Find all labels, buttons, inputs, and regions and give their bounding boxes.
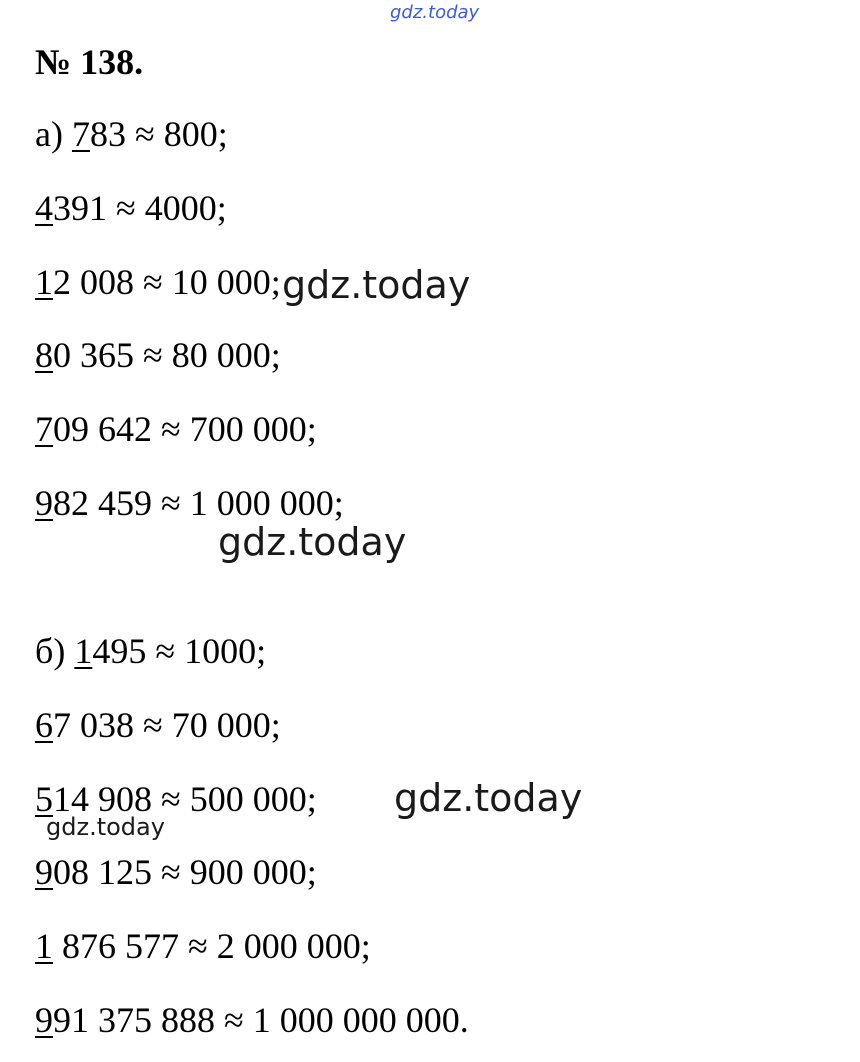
watermark-1: gdz.today [282, 263, 471, 307]
watermark-3: gdz.today [394, 776, 583, 820]
rounding-digit: 1 [35, 926, 53, 966]
rounding-digit: 7 [35, 409, 53, 449]
rounding-digit: 8 [35, 335, 53, 375]
equation-b4 [35, 854, 317, 890]
equation-a6 [35, 485, 344, 521]
equation-a4 [35, 337, 281, 373]
equation-text: 83 ≈ 800; [89, 114, 228, 154]
equation-a3 [35, 264, 281, 300]
equation-b1 [35, 633, 266, 669]
equation-b2 [35, 707, 281, 743]
part-b-label: б) [35, 631, 75, 671]
equation-text: 7 038 ≈ 70 000; [53, 705, 281, 745]
rounding-digit: 1 [35, 262, 53, 302]
equation-text: 09 642 ≈ 700 000; [53, 409, 317, 449]
rounding-digit: 6 [35, 705, 53, 745]
equation-b6 [35, 1002, 469, 1038]
equation-text: 495 ≈ 1000; [92, 631, 267, 671]
equation-text: 391 ≈ 4000; [53, 188, 227, 228]
equation-text: 0 365 ≈ 80 000; [53, 335, 281, 375]
equation-text: 08 125 ≈ 900 000; [53, 852, 317, 892]
equation-a5 [35, 411, 317, 447]
watermark-2: gdz.today [218, 520, 407, 564]
rounding-digit: 9 [35, 1000, 53, 1040]
equation-text: 82 459 ≈ 1 000 000; [53, 483, 344, 523]
rounding-digit: 9 [35, 852, 53, 892]
rounding-digit: 4 [35, 188, 53, 228]
rounding-digit: 1 [74, 631, 93, 671]
rounding-digit: 7 [71, 114, 90, 154]
equation-text: 91 375 888 ≈ 1 000 000 000. [53, 1000, 469, 1040]
equation-b5 [35, 928, 371, 964]
rounding-digit: 5 [35, 779, 53, 819]
equation-a2 [35, 190, 227, 226]
rounding-digit: 9 [35, 483, 53, 523]
watermark-4: gdz.today [46, 813, 165, 841]
equation-text: 14 908 ≈ 500 000; [53, 779, 317, 819]
watermark-top: gdz.today [390, 2, 480, 23]
part-a-label: а) [35, 114, 72, 154]
problem-number-title: № 138. [35, 42, 144, 82]
equation-text: 2 008 ≈ 10 000; [53, 262, 281, 302]
equation-b3 [35, 781, 317, 817]
equation-a1 [35, 116, 228, 152]
equation-text: 876 577 ≈ 2 000 000; [53, 926, 371, 966]
